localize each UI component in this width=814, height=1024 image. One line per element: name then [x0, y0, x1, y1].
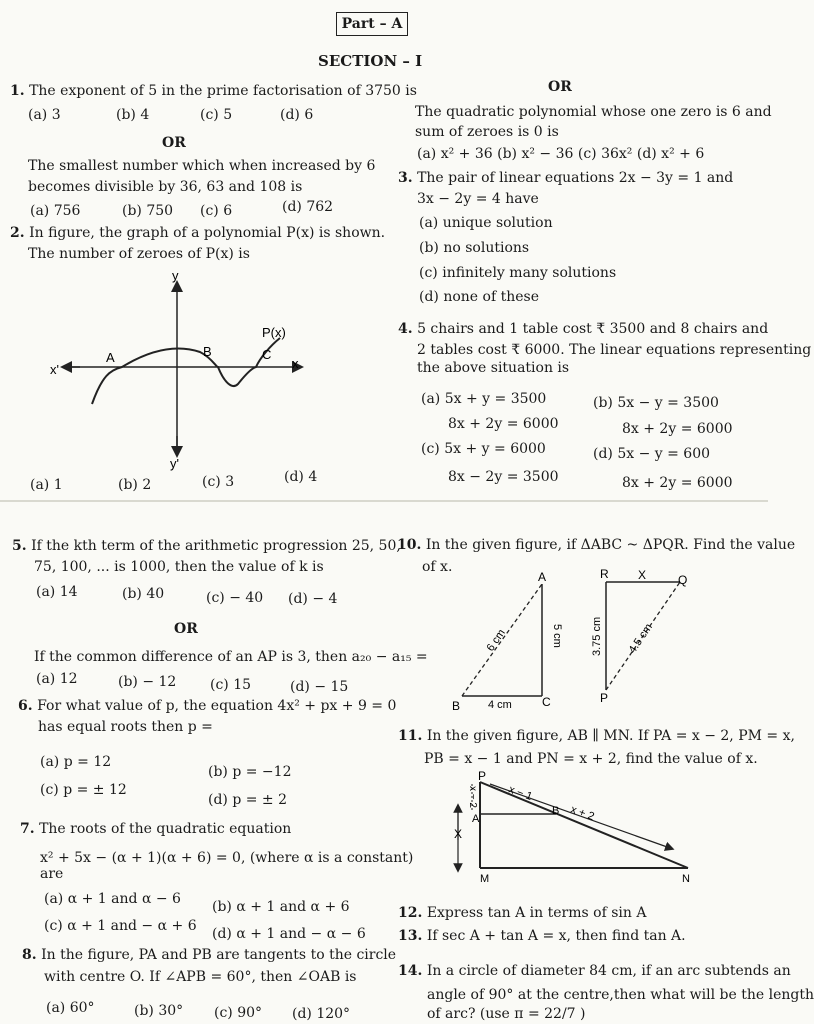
q5-alt-d: (d) − 15: [290, 679, 349, 695]
fig10-label-c: C: [542, 695, 551, 709]
q7-line2: x² + 5x − (α + 1)(α + 6) = 0, (where α is a constant): [40, 850, 414, 866]
q7-opt-a: (a) α + 1 and α − 6: [44, 891, 181, 907]
q2-line1: In figure, the graph of a polynomial P(x) is shown.: [29, 225, 386, 241]
section-heading: SECTION – I: [318, 52, 423, 70]
q1-opt-b: (b) 4: [116, 107, 150, 123]
q7-number: 7.: [20, 821, 35, 837]
q10-line2: of x.: [422, 559, 453, 575]
q4-opt-c1: (c) 5x + y = 6000: [421, 441, 546, 457]
fig11-label-p: P: [478, 769, 487, 783]
q3-line2: 3x − 2y = 4 have: [417, 191, 539, 207]
q7-line3: are: [40, 866, 64, 882]
q5-line2: 75, 100, ... is 1000, then the value of k is: [34, 559, 324, 575]
q11-line2: PB = x − 1 and PN = x + 2, find the value of x.: [424, 751, 758, 767]
question-13: [398, 927, 686, 945]
fig11-label-m: M: [480, 873, 490, 885]
q4-opt-b2: 8x + 2y = 6000: [622, 421, 733, 437]
q8-opt-c: (c) 90°: [214, 1005, 263, 1021]
question-12: [398, 904, 646, 922]
q2-number: 2.: [10, 225, 25, 241]
fig11-len-pa: x − 2: [467, 786, 478, 808]
q4-line2: 2 tables cost ₹ 6000. The linear equations representing: [417, 342, 812, 358]
question-10: [397, 536, 795, 554]
fig10-label-a: A: [538, 570, 547, 584]
q11-number: 11.: [398, 728, 423, 744]
q1-alt-a: (a) 756: [30, 203, 81, 219]
fig11-label-x: X: [454, 827, 463, 841]
q4-opt-a2: 8x + 2y = 6000: [448, 416, 559, 432]
q10-number: 10.: [397, 537, 422, 553]
q2-opt-d: (d) 4: [284, 469, 318, 485]
q6-opt-d: (d) p = ± 2: [208, 792, 288, 808]
q14-line2: angle of 90° at the centre,then what will be the length: [427, 987, 814, 1003]
q5-line1: If the kth term of the arithmetic progression 25, 50,: [31, 538, 401, 554]
fig11-label-n: N: [682, 873, 690, 885]
q5-alt-b: (b) − 12: [118, 674, 177, 690]
q6-opt-b: (b) p = −12: [208, 764, 292, 780]
question-6: [18, 697, 396, 715]
q5-or: OR: [174, 621, 198, 637]
question-8: [22, 946, 396, 964]
q7-opt-b: (b) α + 1 and α + 6: [212, 899, 350, 915]
graph-label-x-neg: x': [50, 362, 59, 377]
fig11-label-a: A: [472, 813, 480, 825]
question-5: [12, 537, 401, 555]
polynomial-graph: [40, 266, 320, 472]
question-1: [10, 82, 417, 100]
graph-curve-label: P(x): [262, 325, 286, 340]
q1-alt-d: (d) 762: [282, 199, 334, 215]
q4-line3: the above situation is: [417, 360, 570, 376]
q1-alt-c: (c) 6: [200, 203, 233, 219]
fig10-len-pq: 4.5 cm: [626, 621, 655, 656]
q1-alt-line2: becomes divisible by 36, 63 and 108 is: [28, 179, 303, 195]
q8-line2: with centre O. If ∠APB = 60°, then ∠OAB is: [44, 969, 357, 985]
q1-opt-a: (a) 3: [28, 107, 61, 123]
q4-opt-c2: 8x − 2y = 3500: [448, 469, 559, 485]
q6-opt-a: (a) p = 12: [40, 754, 112, 770]
q6-opt-c: (c) p = ± 12: [40, 782, 127, 798]
q8-opt-b: (b) 30°: [134, 1003, 184, 1019]
q14-line1: In a circle of diameter 84 cm, if an arc subtends an: [426, 963, 791, 979]
q1-text: The exponent of 5 in the prime factorisation of 3750 is: [29, 83, 417, 99]
q3-opt-b: (b) no solutions: [419, 240, 530, 256]
fig10-label-r: R: [600, 567, 609, 581]
q3-number: 3.: [398, 170, 413, 186]
q1-opt-c: (c) 5: [200, 107, 233, 123]
q1-number: 1.: [10, 83, 25, 99]
q3-opt-a: (a) unique solution: [419, 215, 553, 231]
fig10-label-x: X: [638, 568, 647, 582]
q3-opt-d: (d) none of these: [419, 289, 539, 305]
q5-alt-line: If the common difference of an AP is 3, then a₂₀ − a₁₅ =: [34, 649, 428, 665]
fig10-label-b: B: [452, 699, 461, 713]
q5-opt-d: (d) − 4: [288, 591, 338, 607]
q8-opt-a: (a) 60°: [46, 1000, 95, 1016]
q8-number: 8.: [22, 947, 37, 963]
q4-opt-d2: 8x + 2y = 6000: [622, 475, 733, 491]
q14-number: 14.: [398, 963, 423, 979]
q5-opt-c: (c) − 40: [206, 590, 264, 606]
q13-text: If sec A + tan A = x, then find tan A.: [426, 928, 686, 944]
q5-alt-a: (a) 12: [36, 671, 78, 687]
fig11-len-pb: x − 1: [506, 783, 534, 804]
fig10-len-bc: 4 cm: [488, 699, 512, 711]
q5-opt-b: (b) 40: [122, 586, 165, 602]
q2-opt-c: (c) 3: [202, 474, 235, 490]
part-heading: Part – A: [336, 12, 408, 36]
q8-opt-d: (d) 120°: [292, 1006, 351, 1022]
q13-number: 13.: [398, 928, 423, 944]
fig11-label-b: B: [552, 805, 560, 817]
q7-line1: The roots of the quadratic equation: [39, 821, 292, 837]
q8-line1: In the figure, PA and PB are tangents to the circle: [41, 947, 397, 963]
graph-label-x: x: [292, 356, 299, 371]
q1-alt-b: (b) 750: [122, 203, 174, 219]
q4-opt-d1: (d) 5x − y = 600: [593, 446, 711, 462]
q1-opt-d: (d) 6: [280, 107, 314, 123]
fig10-label-p: P: [600, 691, 609, 705]
parallel-lines-figure: [440, 770, 700, 890]
question-4: [398, 320, 768, 338]
graph-label-y: y: [172, 268, 179, 283]
fig10-len-ab: 6 cm: [484, 627, 508, 654]
question-14: [398, 962, 791, 980]
q6-line1: For what value of p, the equation 4x² + px + 9 = 0: [37, 698, 397, 714]
q2-opt-b: (b) 2: [118, 477, 152, 493]
q1-alt-line1: The smallest number which when increased by 6: [28, 158, 376, 174]
fig10-len-pr: 3.75 cm: [591, 616, 603, 656]
question-11: [398, 727, 795, 745]
page-fold-divider: [0, 500, 768, 502]
q3-opt-c: (c) infinitely many solutions: [419, 265, 617, 281]
polynomial-curve: [92, 338, 280, 404]
question-2: [10, 224, 385, 242]
fig11-len-pn: x + 2: [568, 803, 596, 824]
q12-number: 12.: [398, 905, 423, 921]
q2-or-options: (a) x² + 36 (b) x² − 36 (c) 36x² (d) x² + 6: [417, 146, 705, 162]
q10-line1: In the given figure, if ΔABC ~ ΔPQR. Find the value: [425, 537, 796, 553]
q2-or: OR: [548, 79, 572, 95]
q5-alt-c: (c) 15: [210, 677, 252, 693]
q5-opt-a: (a) 14: [36, 584, 78, 600]
q6-number: 6.: [18, 698, 33, 714]
q4-opt-b1: (b) 5x − y = 3500: [593, 395, 719, 411]
q7-opt-c: (c) α + 1 and − α + 6: [44, 918, 197, 934]
q2-opt-a: (a) 1: [30, 477, 63, 493]
q3-line1: The pair of linear equations 2x − 3y = 1 and: [417, 170, 734, 186]
q11-line1: In the given figure, AB ∥ MN. If PA = x − 2, PM = x,: [426, 728, 795, 744]
q6-line2: has equal roots then p =: [38, 719, 213, 735]
q1-or: OR: [162, 135, 186, 151]
q12-text: Express tan A in terms of sin A: [426, 905, 647, 921]
q2-or-line1: The quadratic polynomial whose one zero is 6 and: [415, 104, 772, 120]
q4-line1: 5 chairs and 1 table cost ₹ 3500 and 8 chairs and: [417, 321, 769, 337]
graph-label-y-neg: y': [170, 456, 179, 471]
graph-point-c: C: [262, 347, 272, 362]
similar-triangles-figure: [440, 566, 700, 716]
q4-opt-a1: (a) 5x + y = 3500: [421, 391, 547, 407]
q4-number: 4.: [398, 321, 413, 337]
question-3: [398, 169, 733, 187]
q7-opt-d: (d) α + 1 and − α − 6: [212, 926, 366, 942]
q5-number: 5.: [12, 538, 27, 554]
q2-line2: The number of zeroes of P(x) is: [28, 246, 250, 262]
graph-point-a: A: [106, 350, 115, 365]
fig10-len-ac: 5 cm: [551, 624, 563, 648]
question-7: [20, 820, 291, 838]
q14-line3: of arc? (use π = 22/7 ): [427, 1006, 586, 1022]
fig10-label-q: Q: [678, 573, 688, 587]
graph-point-b: B: [203, 344, 212, 359]
q2-or-line2: sum of zeroes is 0 is: [415, 124, 559, 140]
